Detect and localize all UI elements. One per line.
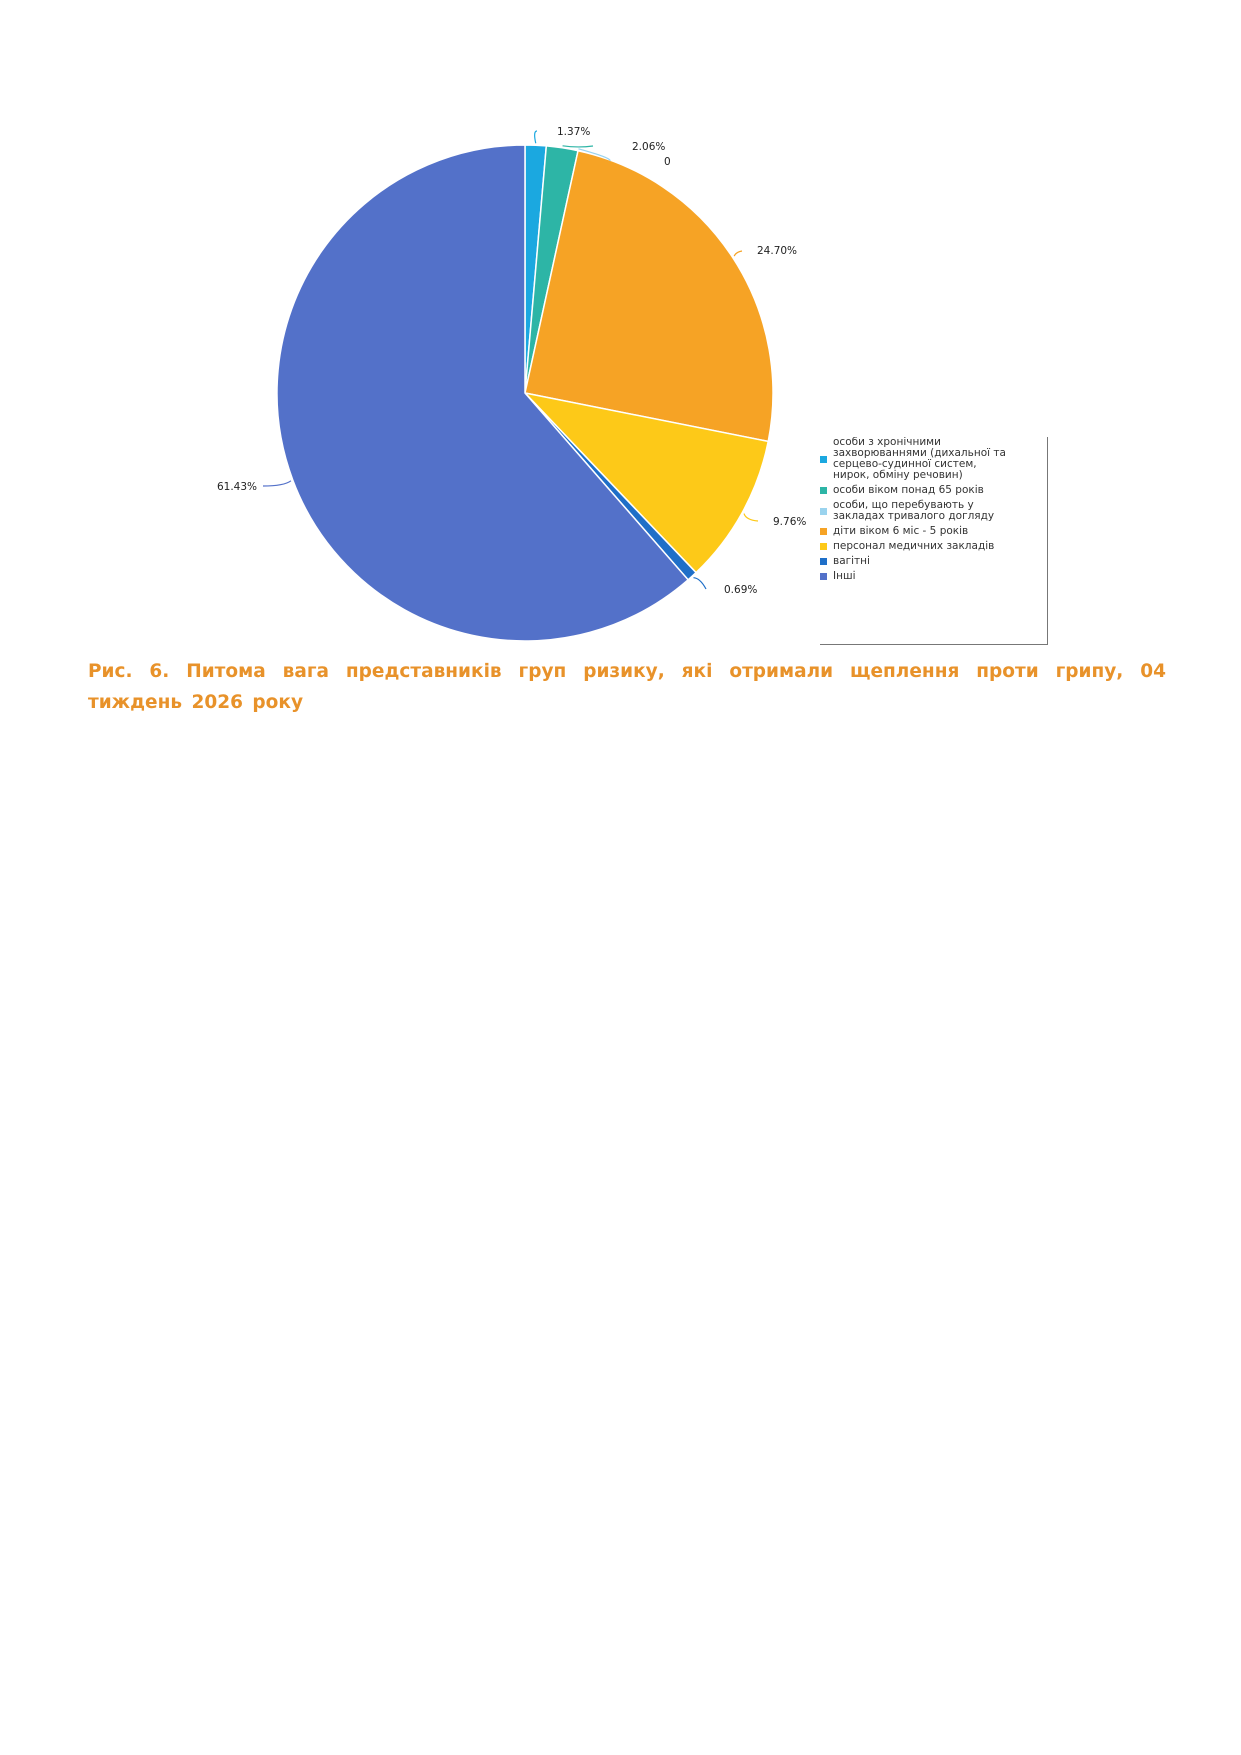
legend-swatch-icon <box>820 573 827 580</box>
leader-line-4 <box>734 251 742 256</box>
legend-item-4 <box>820 526 1047 537</box>
leader-line-2 <box>563 146 593 147</box>
figure-caption: Рис. 6. Питома вага представників груп ризику, які отримали щеплення проти грипу, 04 тиждень 2026 року <box>88 661 1166 713</box>
pie-chart <box>0 0 1241 660</box>
data-label-4: 24.70% <box>757 245 798 257</box>
data-label-1: 1.37% <box>557 126 591 138</box>
data-label-7: 61.43% <box>216 481 257 493</box>
legend-swatch-icon <box>820 543 827 550</box>
legend-label: персонал медичних закладів <box>833 540 995 552</box>
legend-swatch-icon <box>820 456 827 463</box>
data-label-6: 0.69% <box>724 584 758 596</box>
legend-item-7 <box>820 571 1047 582</box>
legend-label: особи, що перебувають у закладах тривалого догляду <box>833 499 995 522</box>
leader-line-7 <box>263 481 291 486</box>
legend-swatch-icon <box>820 508 827 515</box>
data-label-3: 0 <box>664 156 671 168</box>
legend-item-3 <box>820 500 1047 522</box>
leader-line-6 <box>693 578 706 589</box>
legend-label: Інші <box>833 570 856 582</box>
legend-swatch-icon <box>820 487 827 494</box>
legend-item-5 <box>820 541 1047 552</box>
legend-label: вагітні <box>833 555 870 567</box>
leader-line-1 <box>535 131 537 143</box>
leader-line-5 <box>744 514 758 521</box>
legend-item-1 <box>820 437 1047 481</box>
legend-label: особи віком понад 65 років <box>833 484 984 496</box>
legend-swatch-icon <box>820 528 827 535</box>
legend-label: діти віком 6 міс - 5 років <box>833 525 969 537</box>
data-label-5: 9.76% <box>773 516 807 528</box>
legend-label: особи з хронічними захворюваннями (дихальної та серцево-судинної систем, нирок, обміну речовин) <box>833 437 1006 481</box>
legend-item-6 <box>820 556 1047 567</box>
pie-chart-area <box>0 0 1241 660</box>
data-label-2: 2.06% <box>632 141 666 153</box>
legend-swatch-icon <box>820 558 827 565</box>
chart-legend <box>820 437 1048 645</box>
pie-slices <box>277 145 773 641</box>
legend-item-2 <box>820 485 1047 496</box>
